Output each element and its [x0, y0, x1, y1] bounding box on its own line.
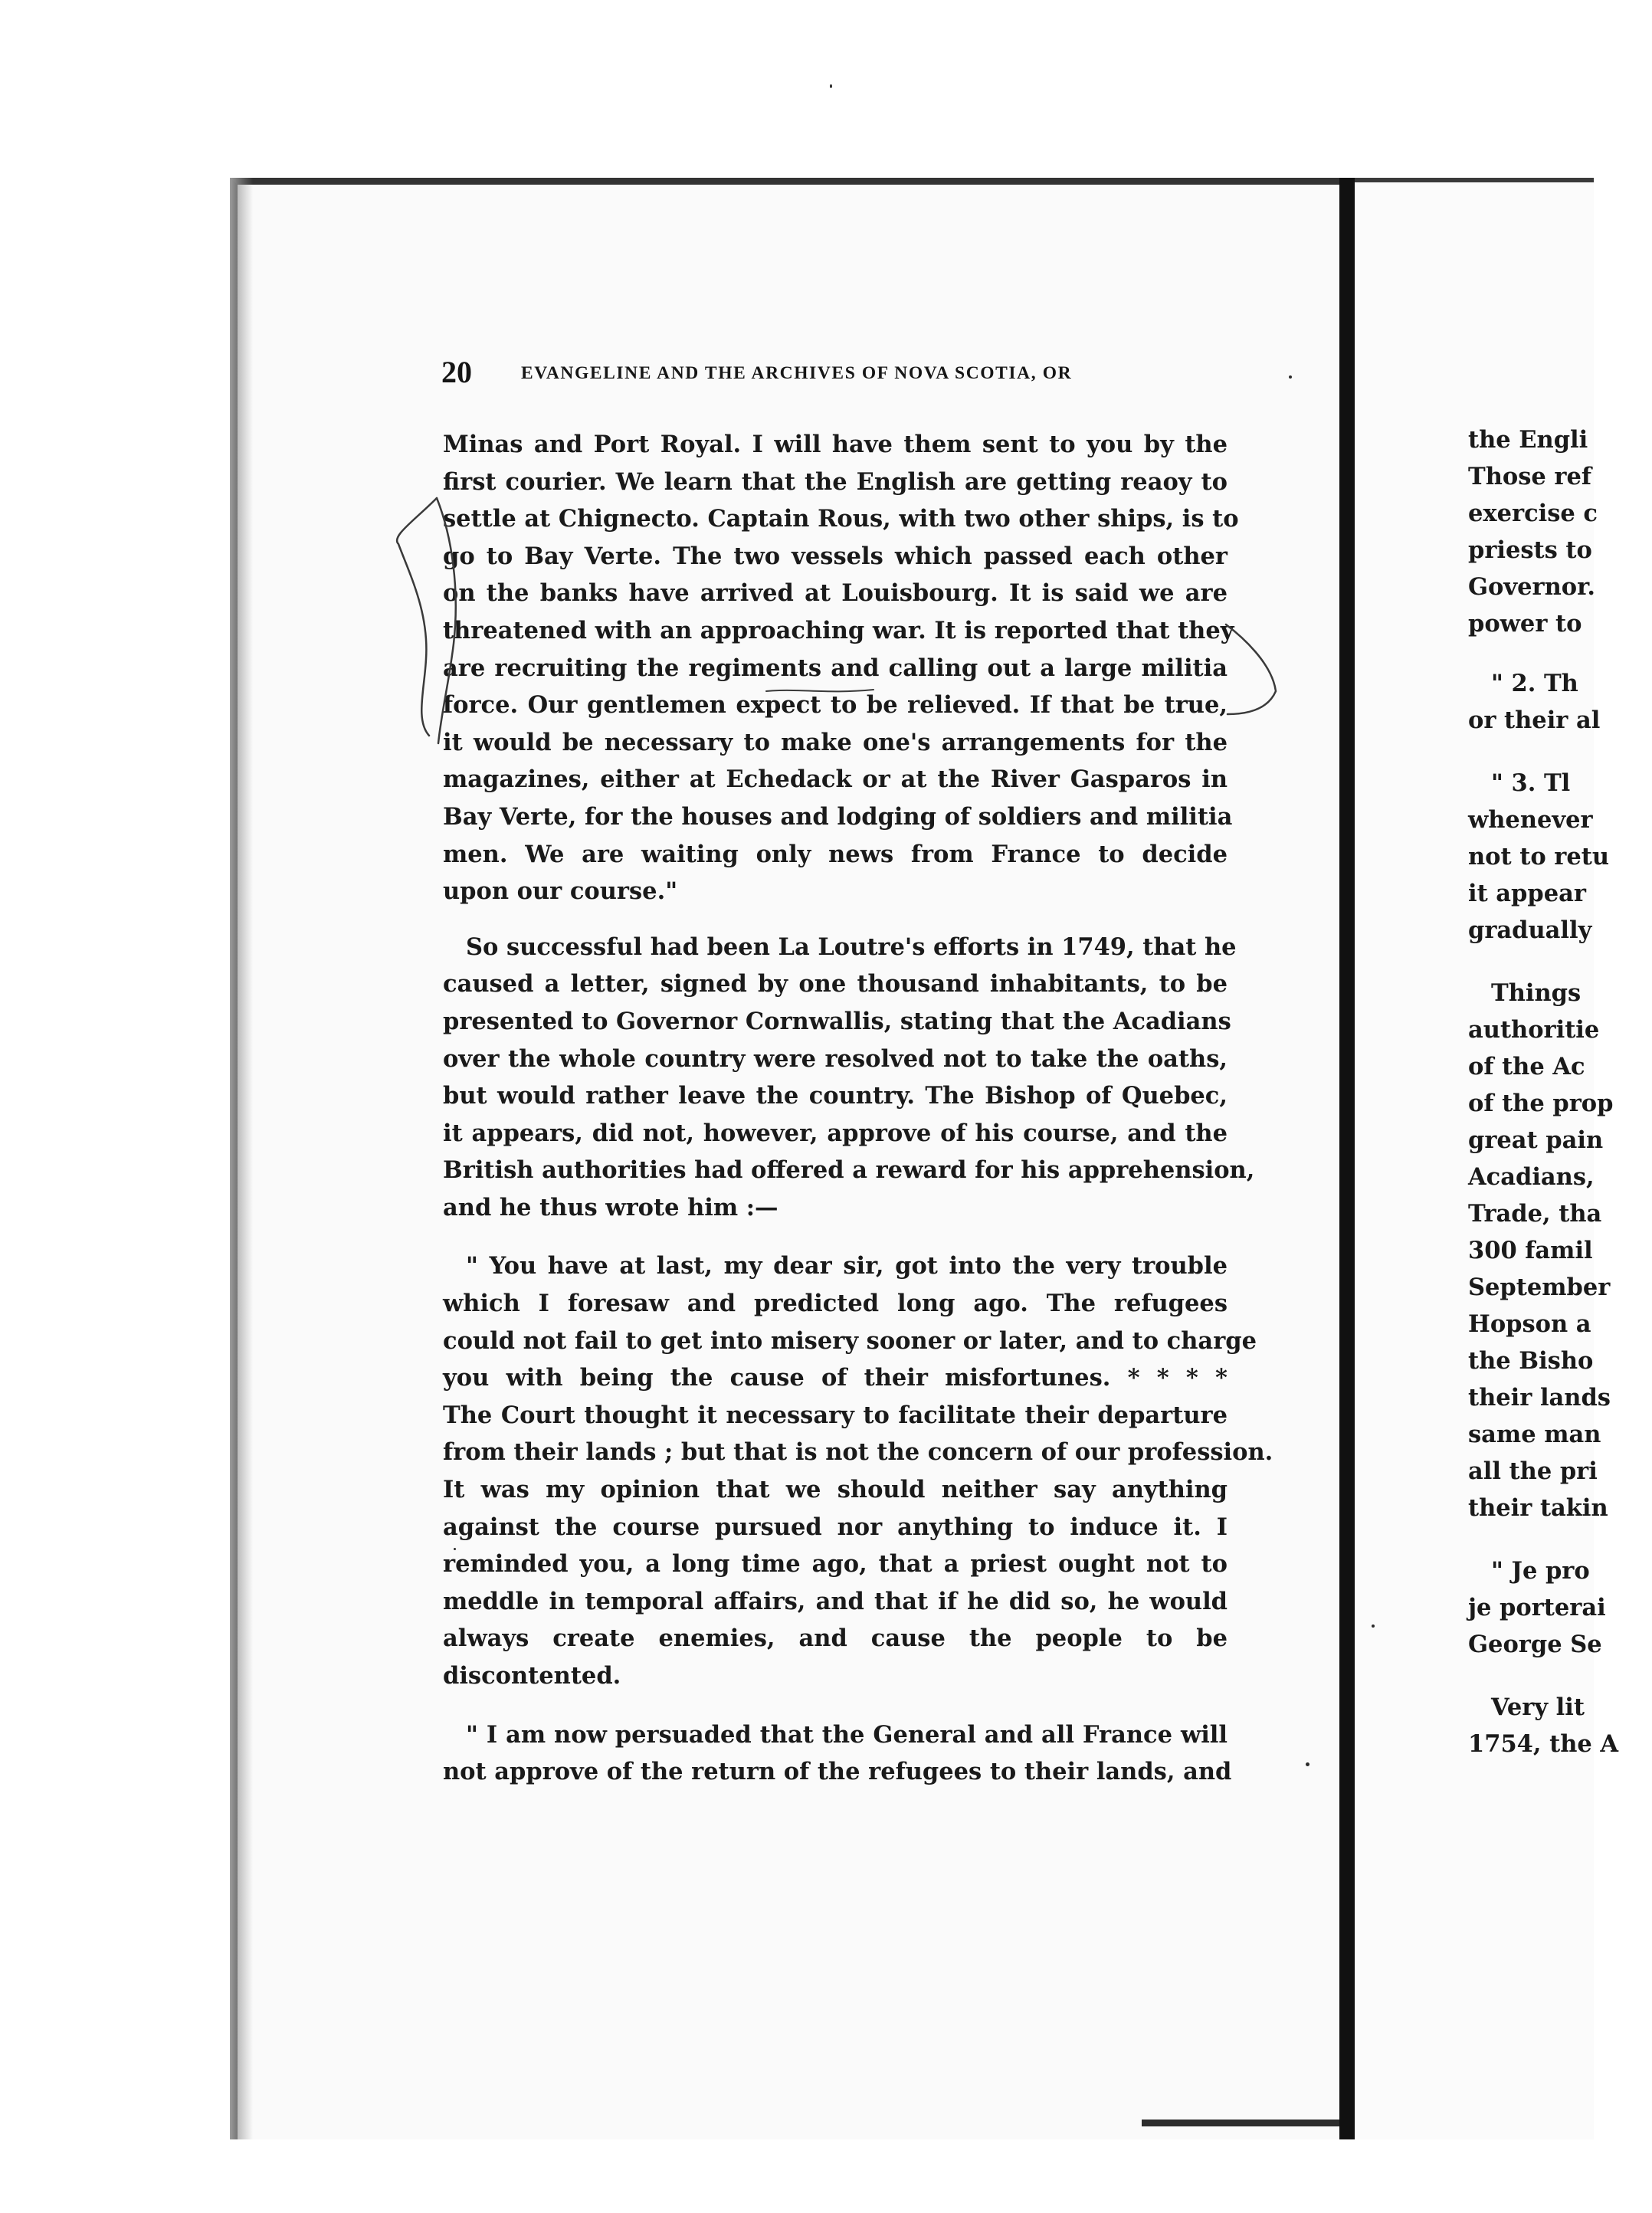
running-head: EVANGELINE AND THE ARCHIVES OF NOVA SCOTIA, OR	[521, 363, 1073, 383]
text-line: it appears, did not, however, approve of his course, and the	[443, 1119, 1228, 1147]
text-line: their takin	[1468, 1494, 1608, 1522]
text-line: the Bisho	[1468, 1347, 1594, 1375]
text-line: 300 famil	[1468, 1237, 1593, 1264]
pencil-underline	[766, 690, 874, 691]
text-line: " 2. Th	[1491, 670, 1578, 697]
text-line: priests to	[1468, 536, 1592, 564]
text-line: are recruiting the regiments and calling out a large militia	[443, 654, 1228, 682]
text-line: Things	[1491, 979, 1582, 1007]
text-line: discontented.	[443, 1662, 621, 1690]
text-line: of the Ac	[1468, 1053, 1585, 1080]
text-line: men. We are waiting only news from France to decide	[443, 840, 1228, 868]
text-line: magazines, either at Echedack or at the River Gasparos in	[443, 766, 1228, 794]
text-line: great pain	[1468, 1126, 1604, 1154]
text-line: all the pri	[1468, 1457, 1598, 1485]
text-line: " 3. Tl	[1491, 769, 1571, 797]
text-line: always create enemies, and cause the people to be	[443, 1625, 1228, 1653]
text-line: the Engli	[1468, 426, 1588, 454]
text-line: upon our course."	[443, 877, 678, 906]
text-line: it would be necessary to make one's arrangements for the	[443, 728, 1228, 756]
paragraph-gap	[443, 1695, 1228, 1716]
text-line: or their al	[1468, 707, 1601, 734]
book-gutter	[1339, 178, 1355, 2139]
text-line: power to	[1468, 610, 1582, 638]
text-line: Trade, tha	[1468, 1200, 1602, 1228]
scan-speck	[1289, 375, 1292, 379]
text-line: first courier. We learn that the English are getting reaoy to	[443, 467, 1228, 496]
pencil-bracket-left	[397, 498, 437, 736]
text-line: presented to Governor Cornwallis, stating that the Acadians	[443, 1007, 1231, 1035]
text-line: Bay Verte, for the houses and lodging of soldiers and militia	[443, 802, 1233, 831]
text-line: exercise c	[1468, 500, 1598, 527]
text-line: gradually	[1468, 916, 1592, 944]
text-line: " I am now persuaded that the General and all France will	[466, 1720, 1228, 1749]
text-line: Minas and Port Royal. I will have them sent to you by the	[443, 431, 1228, 458]
text-line: of the prop	[1468, 1090, 1614, 1117]
text-line: same man	[1468, 1421, 1601, 1448]
text-line: meddle in temporal affairs, and that if he did so, he would	[443, 1587, 1228, 1615]
paragraph-gap	[443, 1226, 1228, 1247]
text-line: on the banks have arrived at Louisbourg. It is said we are	[443, 579, 1228, 608]
text-line: it appear	[1468, 880, 1586, 907]
text-line: September	[1468, 1274, 1611, 1301]
paragraph	[443, 1247, 1273, 1694]
text-line: over the whole country were resolved not to take the oaths,	[443, 1044, 1228, 1073]
text-line: " Je pro	[1491, 1557, 1590, 1585]
text-line: The Court thought it necessary to facilitate their departure	[443, 1401, 1228, 1429]
text-line: Acadians,	[1468, 1163, 1595, 1191]
scan-speck	[1372, 1625, 1375, 1628]
text-line: you with being the cause of their misfortunes. * * * *	[443, 1364, 1228, 1392]
text-line: but would rather leave the country. The Bishop of Quebec,	[443, 1082, 1228, 1110]
text-line: their lands	[1468, 1384, 1611, 1411]
text-line: caused a letter, signed by one thousand inhabitants, to be	[443, 970, 1228, 998]
text-line: " You have at last, my dear sir, got into the very trouble	[466, 1252, 1228, 1280]
text-line: So successful had been La Loutre's efforts in 1749, that he	[466, 933, 1237, 961]
text-line: George Se	[1468, 1631, 1602, 1658]
text-line: British authorities had offered a reward for his apprehension,	[443, 1156, 1255, 1185]
text-line: Hopson a	[1468, 1310, 1591, 1338]
pencil-loop	[437, 498, 456, 743]
text-line: reminded you, a long time ago, that a priest ought not to	[443, 1550, 1228, 1579]
text-line: not approve of the return of the refugees to their lands, and	[443, 1758, 1232, 1786]
left-page-shadow	[230, 178, 253, 2139]
scan-speck	[1306, 1762, 1309, 1766]
text-line: It was my opinion that we should neither say anything	[443, 1476, 1228, 1504]
scan-speck	[830, 84, 832, 88]
text-line: which I foresaw and predicted long ago. The refugees	[443, 1290, 1228, 1318]
text-line: go to Bay Verte. The two vessels which passed each other	[443, 542, 1228, 570]
text-line: Those ref	[1468, 463, 1592, 490]
paragraph	[443, 929, 1255, 1227]
text-line: against the course pursued nor anything to induce it. I	[443, 1513, 1228, 1541]
page-bottom-edge	[1142, 2120, 1356, 2126]
text-line: threatened with an approaching war. It is reported that they	[443, 616, 1234, 644]
pencil-bracket-annotation	[368, 490, 1287, 812]
text-line: force. Our gentlemen expect to be relieved. If that be true,	[443, 691, 1228, 720]
text-line: from their lands ; but that is not the concern of our profession.	[443, 1438, 1273, 1467]
text-line: 1754, the A	[1468, 1730, 1619, 1758]
text-line: Very lit	[1491, 1693, 1585, 1721]
paragraph-gap	[443, 910, 1228, 929]
text-line: whenever	[1468, 806, 1593, 834]
text-line: and he thus wrote him :—	[443, 1193, 778, 1221]
text-line: Governor.	[1468, 573, 1595, 601]
text-line: je porterai	[1468, 1594, 1606, 1621]
paragraph	[443, 1716, 1232, 1791]
text-line: not to retu	[1468, 843, 1610, 870]
pencil-bracket-right	[1226, 625, 1276, 714]
page-number: 20	[441, 355, 472, 389]
text-line: could not fail to get into misery sooner or later, and to charge	[443, 1326, 1257, 1355]
text-line: settle at Chignecto. Captain Rous, with two other ships, is to	[443, 505, 1239, 533]
text-line: authoritie	[1468, 1016, 1600, 1044]
